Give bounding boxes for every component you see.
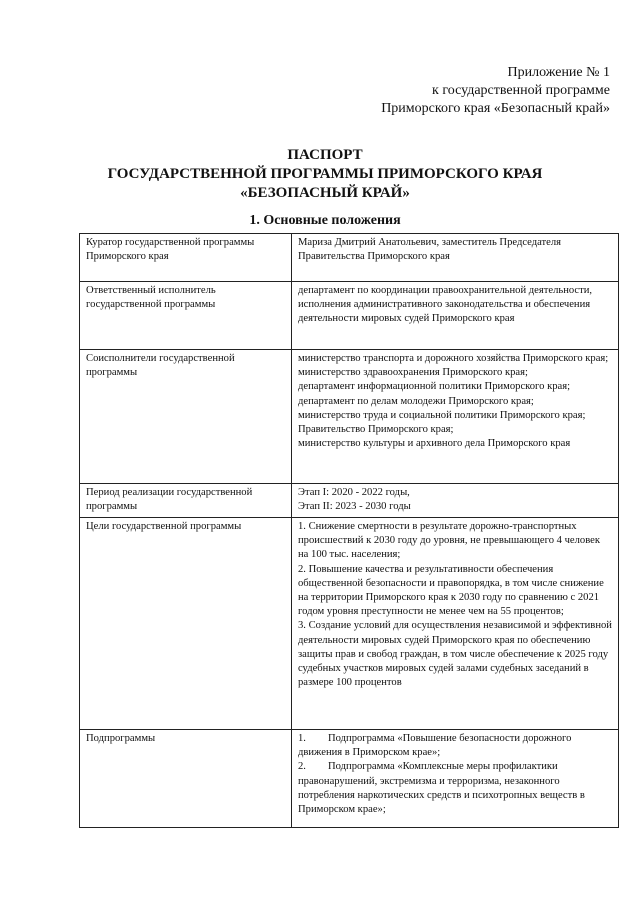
subprogram-item (298, 760, 613, 817)
row-value (292, 518, 619, 730)
row-label: Ответственный исполнитель государственной программы (80, 282, 292, 350)
row-label: Куратор государственной программы Приморского края (80, 234, 292, 282)
value-line: департамент по делам молодежи Приморского края; (298, 395, 534, 407)
value-line: Правительство Приморского края; (298, 424, 454, 436)
row-value (292, 350, 619, 484)
row-value (292, 234, 619, 282)
row-label: Соисполнители государственной программы (80, 350, 292, 484)
row-label: Цели государственной программы (80, 518, 292, 730)
table-row (80, 282, 619, 350)
value-line: Мариза Дмитрий Анатольевич, заместитель Председателя Правительства Приморского края (298, 237, 562, 263)
row-label: Подпрограммы (80, 730, 292, 828)
value-line: министерство культуры и архивного дела Приморского края (298, 438, 571, 450)
row-value (292, 730, 619, 828)
section-title: Основные положения (263, 213, 401, 228)
table-row (80, 518, 619, 730)
goal-item: 1. Снижение смертности в результате дорожно-транспортных происшествий к 2030 году до уровня, не превышающего 4 человек на 100 тыс. населения; (298, 521, 600, 561)
value-line: Этап I: 2020 - 2022 годы, (298, 487, 410, 498)
title-line: ПАСПОРТ (287, 147, 363, 163)
subprogram-number: 2. (298, 761, 306, 773)
appendix-line: Приморского края «Безопасный край» (381, 101, 610, 116)
subprogram-text: Подпрограмма «Повышение безопасности дорожного движения в Приморском крае»; (298, 733, 572, 759)
table-row (80, 484, 619, 518)
subprogram-number: 1. (298, 733, 306, 744)
table-row (80, 350, 619, 484)
value-line: министерство здравоохранения Приморского края; (298, 367, 528, 379)
subprogram-item (298, 732, 613, 760)
section-heading (60, 213, 590, 229)
appendix-line: Приложение № 1 (507, 65, 610, 80)
subprogram-text: Подпрограмма «Комплексные меры профилактики правонарушений, экстремизма и терроризма, незаконного потребления наркотических средств и психотропных веществ в Приморском крае»; (298, 761, 585, 816)
passport-table (79, 233, 619, 828)
value-line: министерство транспорта и дорожного хозяйства Приморского края; (298, 353, 609, 364)
table-row (80, 234, 619, 282)
value-line: Этап II: 2023 - 2030 годы (298, 501, 411, 513)
appendix-line: к государственной программе (432, 83, 610, 98)
section-number: 1. (249, 213, 260, 228)
row-value (292, 484, 619, 518)
value-line: министерство труда и социальной политики Приморского края; (298, 409, 586, 421)
table-row (80, 730, 619, 828)
goal-item: 2. Повышение качества и результативности обеспечения общественной безопасности и правопорядка, в том числе снижение на территории Приморского края к 2030 году по сравнению с 2021 годом уровня преступности не менее чем на 55 процентов; (298, 563, 604, 618)
row-label: Период реализации государственной программы (80, 484, 292, 518)
title-line: «БЕЗОПАСНЫЙ КРАЙ» (240, 185, 410, 201)
value-line: департамент информационной политики Приморского края; (298, 381, 571, 393)
value-line: департамент по координации правоохранительной деятельности, исполнения административного законодательства и обеспечения деятельности мировых судей Приморского края (298, 285, 593, 325)
row-value (292, 282, 619, 350)
goal-item: 3. Создание условий для осуществления независимой и эффективной деятельности мировых судей Приморского края по обеспечению защиты прав и свобод граждан, в том числе обеспечение к 2025 году судебных участков мировых судей залами судебных заседаний в размере 100 процентов (298, 620, 612, 689)
document-title (60, 146, 590, 203)
title-line: ГОСУДАРСТВЕННОЙ ПРОГРАММЫ ПРИМОРСКОГО КРАЯ (107, 166, 543, 182)
appendix-header (340, 64, 610, 118)
